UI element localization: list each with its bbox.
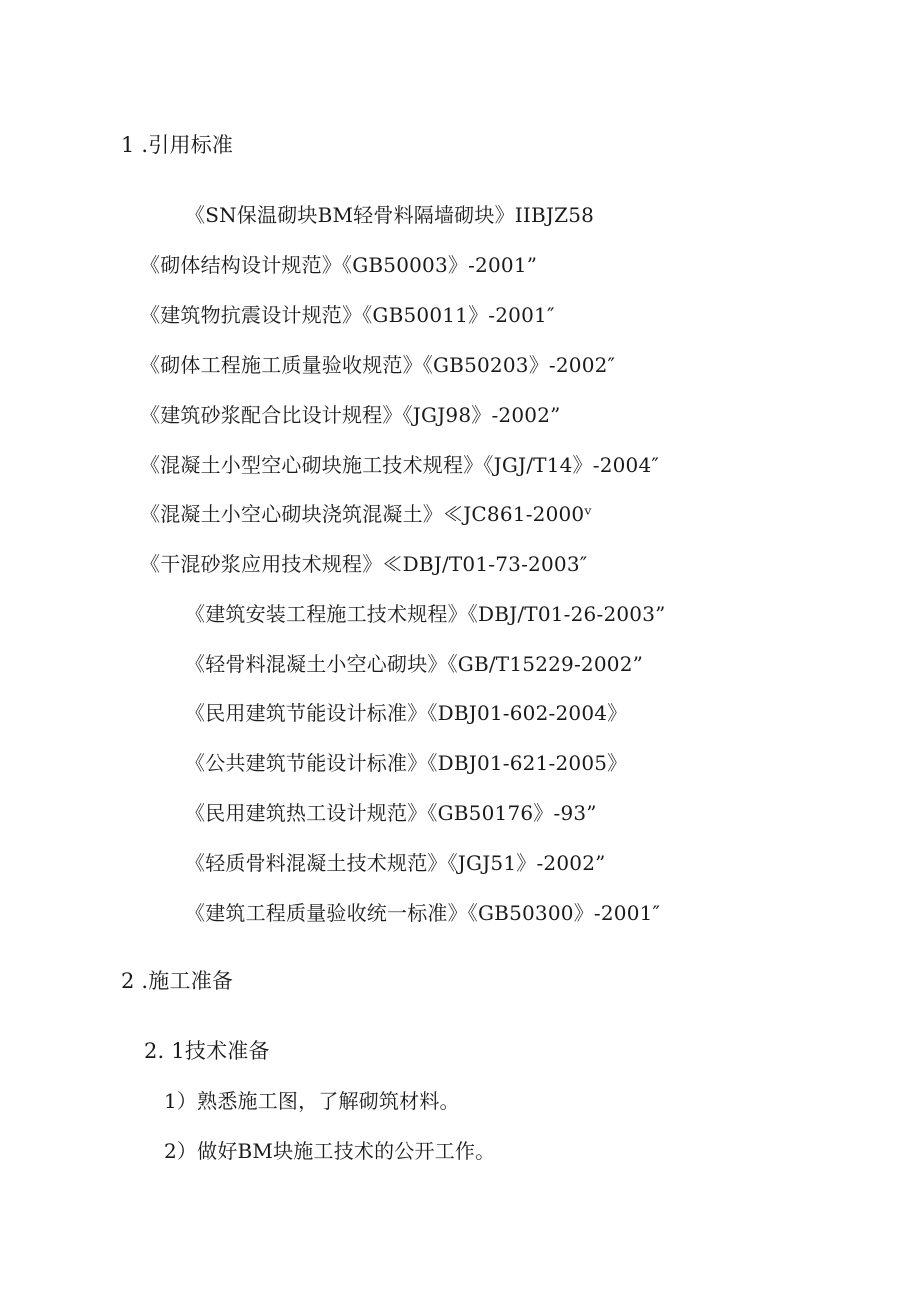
subsection-heading-technical-preparation: 2. 1技术准备 (144, 1039, 270, 1063)
reference-item: 《轻质骨料混凝土技术规范》《JGJ51》-2002” (185, 851, 606, 875)
reference-item: 《公共建筑节能设计标准》《DBJ01-621-2005》 (185, 751, 628, 775)
reference-item: 《干混砂浆应用技术规程》≪DBJ/T01-73-2003″ (140, 552, 588, 576)
reference-item: 《民用建筑节能设计标准》《DBJ01-602-2004》 (185, 701, 628, 725)
reference-item: 《混凝土小型空心砌块施工技术规程》《JGJ/T14》-2004″ (140, 453, 660, 477)
reference-item: 《建筑物抗震设计规范》《GB50011》-2001″ (140, 303, 555, 327)
reference-item: 《建筑砂浆配合比设计规程》《JGJ98》-2002” (140, 403, 561, 427)
reference-item: 《轻骨料混凝土小空心砌块》《GB/T15229-2002” (185, 652, 644, 676)
reference-item: 《建筑安装工程施工技术规程》《DBJ/T01-26-2003” (185, 602, 666, 626)
section-heading-reference-standards: 1 .引用标准 (121, 133, 234, 157)
reference-item: 《砌体结构设计规范》《GB50003》-2001” (140, 253, 538, 277)
reference-item: 《SN保温砌块BM轻骨料隔墙砌块》IIBJZ58 (185, 203, 595, 227)
list-item: 2）做好BM块施工技术的公开工作。 (164, 1139, 496, 1163)
reference-item: 《砌体工程施工质量验收规范》《GB50203》-2002″ (140, 353, 616, 377)
list-item: 1）熟悉施工图，了解砌筑材料。 (164, 1089, 460, 1113)
reference-item: 《建筑工程质量验收统一标准》《GB50300》-2001″ (185, 901, 661, 925)
section-heading-construction-preparation: 2 .施工准备 (121, 969, 234, 993)
reference-item: 《混凝土小空心砌块浇筑混凝土》≪JC861-2000ᵛ (140, 502, 593, 526)
reference-item: 《民用建筑热工设计规范》《GB50176》-93” (185, 801, 597, 825)
